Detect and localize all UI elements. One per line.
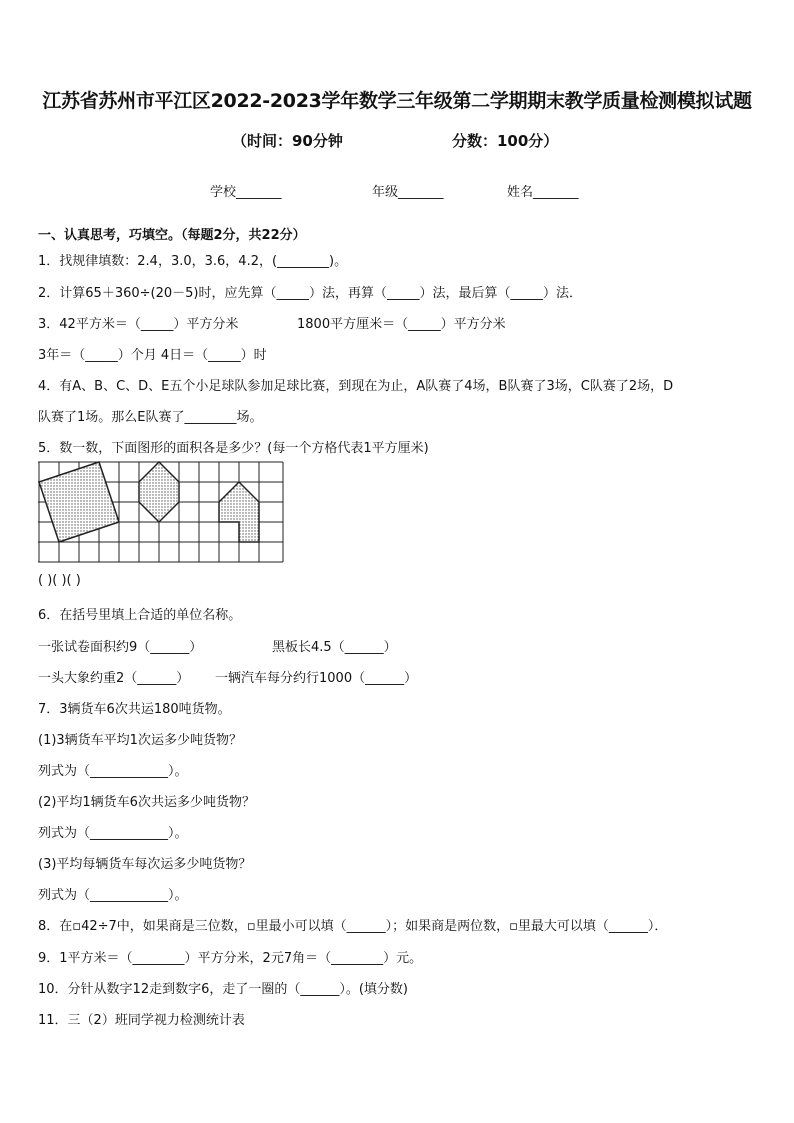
question-5: 5．数一数，下面图形的面积各是多少？(每一个方格代表1平方厘米) [38,441,429,456]
page-title: 江苏省苏州市平江区2022-2023学年数学三年级第二学期期末教学质量检测模拟试题 [42,90,752,112]
question-6: 6．在括号里填上合适的单位名称。 [38,608,242,623]
question-7-1: (1)3辆货车平均1次运多少吨货物？ [38,733,242,748]
tilted-square-shape [39,462,119,542]
question-6c: 一头大象约重2（______） [38,671,190,686]
exam-time: （时间：90分钟 [232,132,343,150]
grade-field[interactable]: 年级_______ [372,185,444,200]
question-7-3: (3)平均每辆货车每次运多少吨货物？ [38,857,252,872]
question-6a: 一张试卷面积约9（______） [38,640,203,655]
section-heading: 一、认真思考，巧填空。（每题2分，共22分） [38,228,306,243]
question-6d: 一辆汽车每分约行1000（______） [215,671,418,686]
question-2: 2．计算65＋360÷(20－5)时，应先算（_____）法，再算（_____）法，最后算（_____）法． [38,286,582,301]
question-10: 10．分针从数字12走到数字6，走了一圈的（______）。(填分数) [38,982,408,997]
question-3a: 3．42平方米＝（_____）平方分米 [38,317,239,332]
school-field[interactable]: 学校_______ [210,185,282,200]
question-3b: 1800平方厘米＝（_____）平方分米 [297,317,506,332]
question-9: 9．1平方米＝（________）平方分米，2元7角＝（________）元。 [38,951,423,966]
question-6b: 黑板长4.5（______） [272,640,397,655]
area-grid-figure [38,461,288,563]
exam-score: 分数：100分） [452,132,559,150]
question-7: 7．3辆货车6次共运180吨货物。 [38,702,231,717]
house-pentagon-shape [219,482,259,542]
hexagon-shape [139,462,179,522]
question-7-2-answer: 列式为（____________）。 [38,826,188,841]
question-7-3-answer: 列式为（____________）。 [38,888,188,903]
name-field[interactable]: 姓名_______ [507,185,579,200]
question-1: 1．找规律填数：2.4，3.0，3.6，4.2，(________)。 [38,254,348,269]
question-4-line2: 队赛了1场。那么E队赛了________场。 [38,410,263,425]
question-4-line1: 4．有A、B、C、D、E五个小足球队参加足球比赛，到现在为止，A队赛了4场，B队赛了3场，C队赛了2场，D [38,379,674,394]
question-8: 8．在▫42÷7中，如果商是三位数，▫里最小可以填（______）；如果商是两位数，▫里最大可以填（______）． [38,919,668,934]
question-5-answers[interactable]: ( )( )( ) [38,573,81,588]
question-11: 11．三（2）班同学视力检测统计表 [38,1013,245,1028]
question-7-2: (2)平均1辆货车6次共运多少吨货物？ [38,795,255,810]
question-3c: 3年＝（_____）个月 4日＝（_____）时 [38,348,267,363]
question-7-1-answer: 列式为（____________）。 [38,764,188,779]
